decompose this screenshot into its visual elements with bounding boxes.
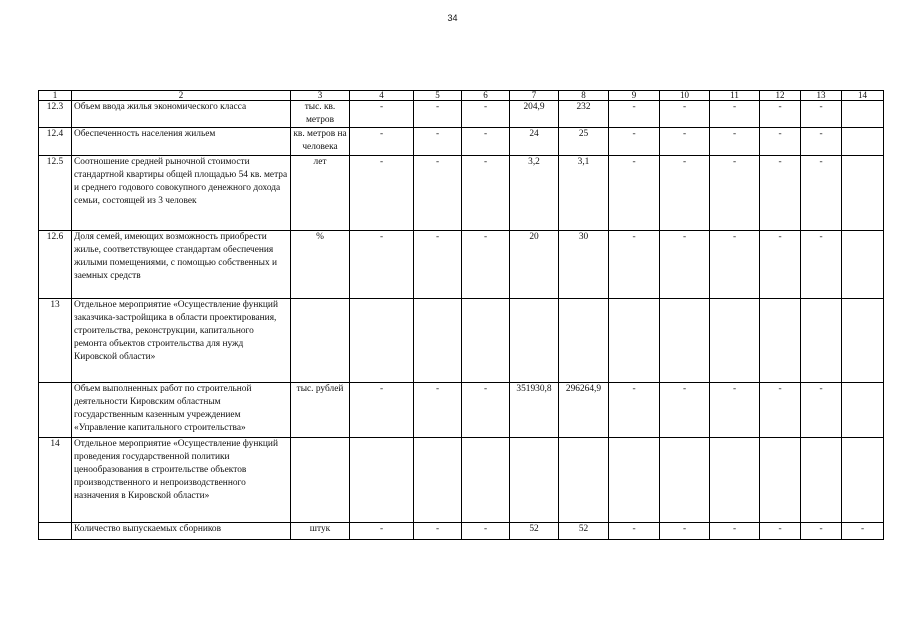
value-cell: 3,2 — [510, 156, 559, 231]
value-cell: - — [760, 231, 801, 299]
value-cell — [510, 438, 559, 523]
row-number-cell: 12.3 — [39, 101, 72, 128]
value-cell: - — [462, 101, 510, 128]
value-cell: - — [801, 523, 842, 540]
value-cell — [842, 383, 884, 438]
header-cell: 2 — [72, 91, 291, 101]
value-cell: - — [801, 156, 842, 231]
value-cell: - — [660, 231, 710, 299]
value-cell: - — [462, 231, 510, 299]
value-cell: - — [801, 101, 842, 128]
value-cell: 24 — [510, 128, 559, 156]
value-cell — [559, 438, 609, 523]
header-row — [39, 91, 884, 101]
value-cell: - — [462, 128, 510, 156]
value-cell: - — [462, 523, 510, 540]
value-cell: - — [414, 128, 462, 156]
table-row — [39, 299, 884, 383]
row-number-cell: 12.4 — [39, 128, 72, 156]
unit-cell: тыс. кв. метров — [291, 101, 350, 128]
value-cell: - — [414, 231, 462, 299]
value-cell: - — [350, 383, 414, 438]
value-cell — [842, 128, 884, 156]
value-cell: - — [462, 383, 510, 438]
value-cell: - — [801, 128, 842, 156]
value-cell: - — [710, 231, 760, 299]
header-cell: 6 — [462, 91, 510, 101]
value-cell — [842, 156, 884, 231]
indicator-name-cell: Объем ввода жилья экономического класса — [72, 101, 291, 128]
value-cell: - — [350, 128, 414, 156]
row-number-cell: 12.6 — [39, 231, 72, 299]
value-cell — [660, 299, 710, 383]
table-row — [39, 101, 884, 128]
value-cell — [350, 299, 414, 383]
value-cell — [801, 438, 842, 523]
value-cell — [414, 299, 462, 383]
value-cell: - — [760, 128, 801, 156]
header-cell: 7 — [510, 91, 559, 101]
value-cell: 52 — [559, 523, 609, 540]
value-cell: - — [414, 156, 462, 231]
header-cell: 3 — [291, 91, 350, 101]
value-cell: 52 — [510, 523, 559, 540]
value-cell — [462, 299, 510, 383]
value-cell — [710, 438, 760, 523]
value-cell: - — [660, 101, 710, 128]
value-cell: - — [760, 156, 801, 231]
value-cell: - — [801, 231, 842, 299]
value-cell: - — [609, 156, 660, 231]
value-cell: - — [842, 523, 884, 540]
value-cell: 296264,9 — [559, 383, 609, 438]
value-cell — [842, 299, 884, 383]
header-cell: 4 — [350, 91, 414, 101]
value-cell: - — [609, 383, 660, 438]
value-cell — [760, 438, 801, 523]
value-cell: - — [710, 128, 760, 156]
value-cell — [609, 299, 660, 383]
value-cell: - — [710, 383, 760, 438]
value-cell — [801, 299, 842, 383]
unit-cell: штук — [291, 523, 350, 540]
indicator-name-cell: Доля семей, имеющих возможность приобрести жилье, соответствующее стандартам обеспечения жилыми помещениями, с помощью собственных и заемных средств — [72, 231, 291, 299]
table-row — [39, 231, 884, 299]
value-cell — [609, 438, 660, 523]
value-cell — [510, 299, 559, 383]
value-cell: - — [660, 156, 710, 231]
value-cell: - — [710, 523, 760, 540]
indicator-name-cell: Количество выпускаемых сборников — [72, 523, 291, 540]
value-cell: 232 — [559, 101, 609, 128]
table-row — [39, 128, 884, 156]
unit-cell — [291, 438, 350, 523]
value-cell — [842, 231, 884, 299]
value-cell: - — [801, 383, 842, 438]
value-cell: - — [414, 101, 462, 128]
header-cell: 11 — [710, 91, 760, 101]
value-cell: 3,1 — [559, 156, 609, 231]
header-cell: 9 — [609, 91, 660, 101]
value-cell — [414, 438, 462, 523]
value-cell — [842, 101, 884, 128]
value-cell: - — [760, 523, 801, 540]
page-number: 34 — [447, 13, 458, 23]
value-cell — [660, 438, 710, 523]
header-cell: 10 — [660, 91, 710, 101]
row-number-cell: 13 — [39, 299, 72, 383]
unit-cell: кв. метров на человека — [291, 128, 350, 156]
value-cell: - — [710, 101, 760, 128]
value-cell: - — [350, 156, 414, 231]
indicators-table — [38, 90, 884, 540]
table-row — [39, 383, 884, 438]
value-cell: - — [609, 128, 660, 156]
value-cell: - — [660, 523, 710, 540]
unit-cell: % — [291, 231, 350, 299]
value-cell: - — [350, 231, 414, 299]
value-cell: 351930,8 — [510, 383, 559, 438]
header-cell: 8 — [559, 91, 609, 101]
row-number-cell: 12.5 — [39, 156, 72, 231]
unit-cell: тыс. рублей — [291, 383, 350, 438]
unit-cell: лет — [291, 156, 350, 231]
value-cell: - — [609, 231, 660, 299]
header-cell: 1 — [39, 91, 72, 101]
indicator-name-cell: Обеспеченность населения жильем — [72, 128, 291, 156]
header-cell: 5 — [414, 91, 462, 101]
header-cell: 12 — [760, 91, 801, 101]
value-cell: - — [710, 156, 760, 231]
value-cell: - — [660, 383, 710, 438]
value-cell: - — [660, 128, 710, 156]
value-cell — [710, 299, 760, 383]
value-cell — [842, 438, 884, 523]
value-cell — [350, 438, 414, 523]
indicator-name-cell: Отдельное мероприятие «Осуществление функций заказчика-застройщика в области проектирования, строительства, реконструкции, капитального ремонта объектов строительства для нужд Кировской области» — [72, 299, 291, 383]
value-cell: - — [462, 156, 510, 231]
value-cell: - — [350, 523, 414, 540]
value-cell: - — [760, 383, 801, 438]
row-number-cell: 14 — [39, 438, 72, 523]
value-cell: 30 — [559, 231, 609, 299]
value-cell: - — [609, 523, 660, 540]
row-number-cell — [39, 383, 72, 438]
value-cell — [559, 299, 609, 383]
header-cell: 14 — [842, 91, 884, 101]
unit-cell — [291, 299, 350, 383]
indicator-name-cell: Соотношение средней рыночной стоимости стандартной квартиры общей площадью 54 кв. метра и среднего годового совокупного денежного дохода семьи, состоящей из 3 человек — [72, 156, 291, 231]
value-cell: - — [760, 101, 801, 128]
table-row — [39, 523, 884, 540]
value-cell: 20 — [510, 231, 559, 299]
table-row — [39, 156, 884, 231]
value-cell: 204,9 — [510, 101, 559, 128]
value-cell: - — [609, 101, 660, 128]
value-cell: - — [414, 383, 462, 438]
value-cell: - — [414, 523, 462, 540]
indicator-name-cell: Объем выполненных работ по строительной деятельности Кировским областным государственным казенным учреждением «Управление капитального строительства» — [72, 383, 291, 438]
value-cell — [760, 299, 801, 383]
indicator-name-cell: Отдельное мероприятие «Осуществление функций проведения государственной политики ценообразования в строительстве объектов производственного и непроизводственного назначения в Кировской области» — [72, 438, 291, 523]
row-number-cell — [39, 523, 72, 540]
table-row — [39, 438, 884, 523]
value-cell: - — [350, 101, 414, 128]
value-cell: 25 — [559, 128, 609, 156]
header-cell: 13 — [801, 91, 842, 101]
value-cell — [462, 438, 510, 523]
